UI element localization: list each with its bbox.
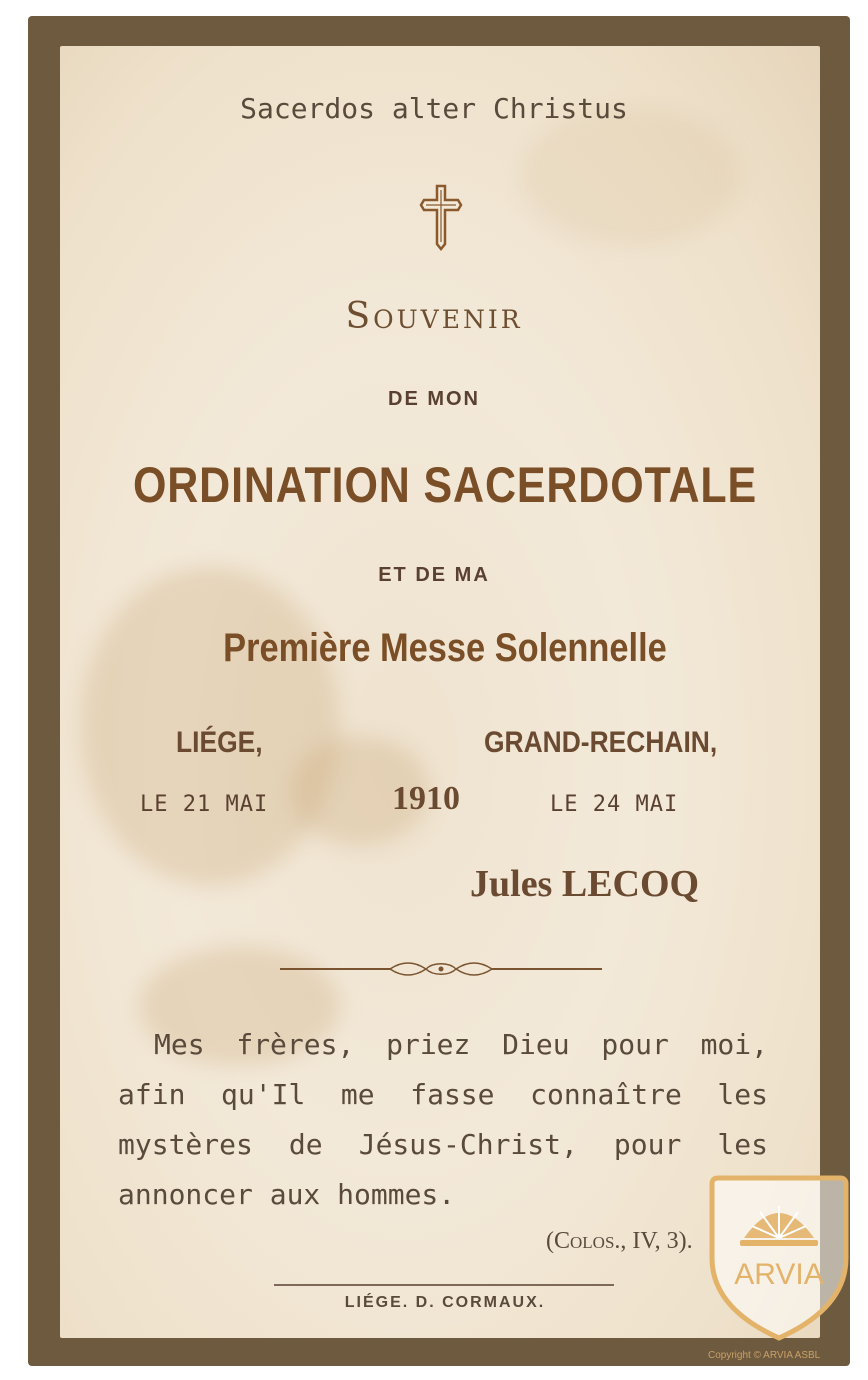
cross-icon — [418, 182, 464, 252]
prayer-verse-text: Mes frères, priez Dieu pour moi, afin qu'Il me fasse connaître les mystères de Jésus-Christ, pour les annoncer aux hommes. — [118, 1028, 768, 1211]
arvia-logo — [704, 1168, 854, 1343]
date-left: LE 21 MAI — [140, 792, 269, 817]
ordination-heading: ORDINATION SACERDOTALE — [132, 457, 758, 513]
souvenir-heading: Souvenir — [345, 296, 523, 337]
place-grand-rechain: GRAND-RECHAIN, — [484, 726, 718, 759]
premiere-messe-heading: Première Messe Solennelle — [223, 626, 667, 670]
bible-citation: (Colos., IV, 3). — [546, 1228, 693, 1254]
footer-rule — [274, 1284, 614, 1286]
motto: Sacerdos alter Christus — [240, 92, 628, 125]
place-liege: LIÉGE, — [176, 726, 263, 759]
copyright-notice: Copyright © ARVIA ASBL — [708, 1350, 821, 1361]
prayer-verse — [118, 1020, 768, 1220]
priest-name: Jules LECOQ — [470, 863, 700, 905]
year: 1910 — [392, 780, 460, 817]
printer-credit: LIÉGE. D. CORMAUX. — [344, 1294, 546, 1311]
arvia-logo-text: ARVIA — [734, 1258, 824, 1291]
de-mon-line: DE MON — [388, 388, 480, 410]
date-right: LE 24 MAI — [550, 792, 679, 817]
et-de-ma-line: ET DE MA — [378, 564, 490, 586]
ornament-divider — [280, 958, 602, 980]
